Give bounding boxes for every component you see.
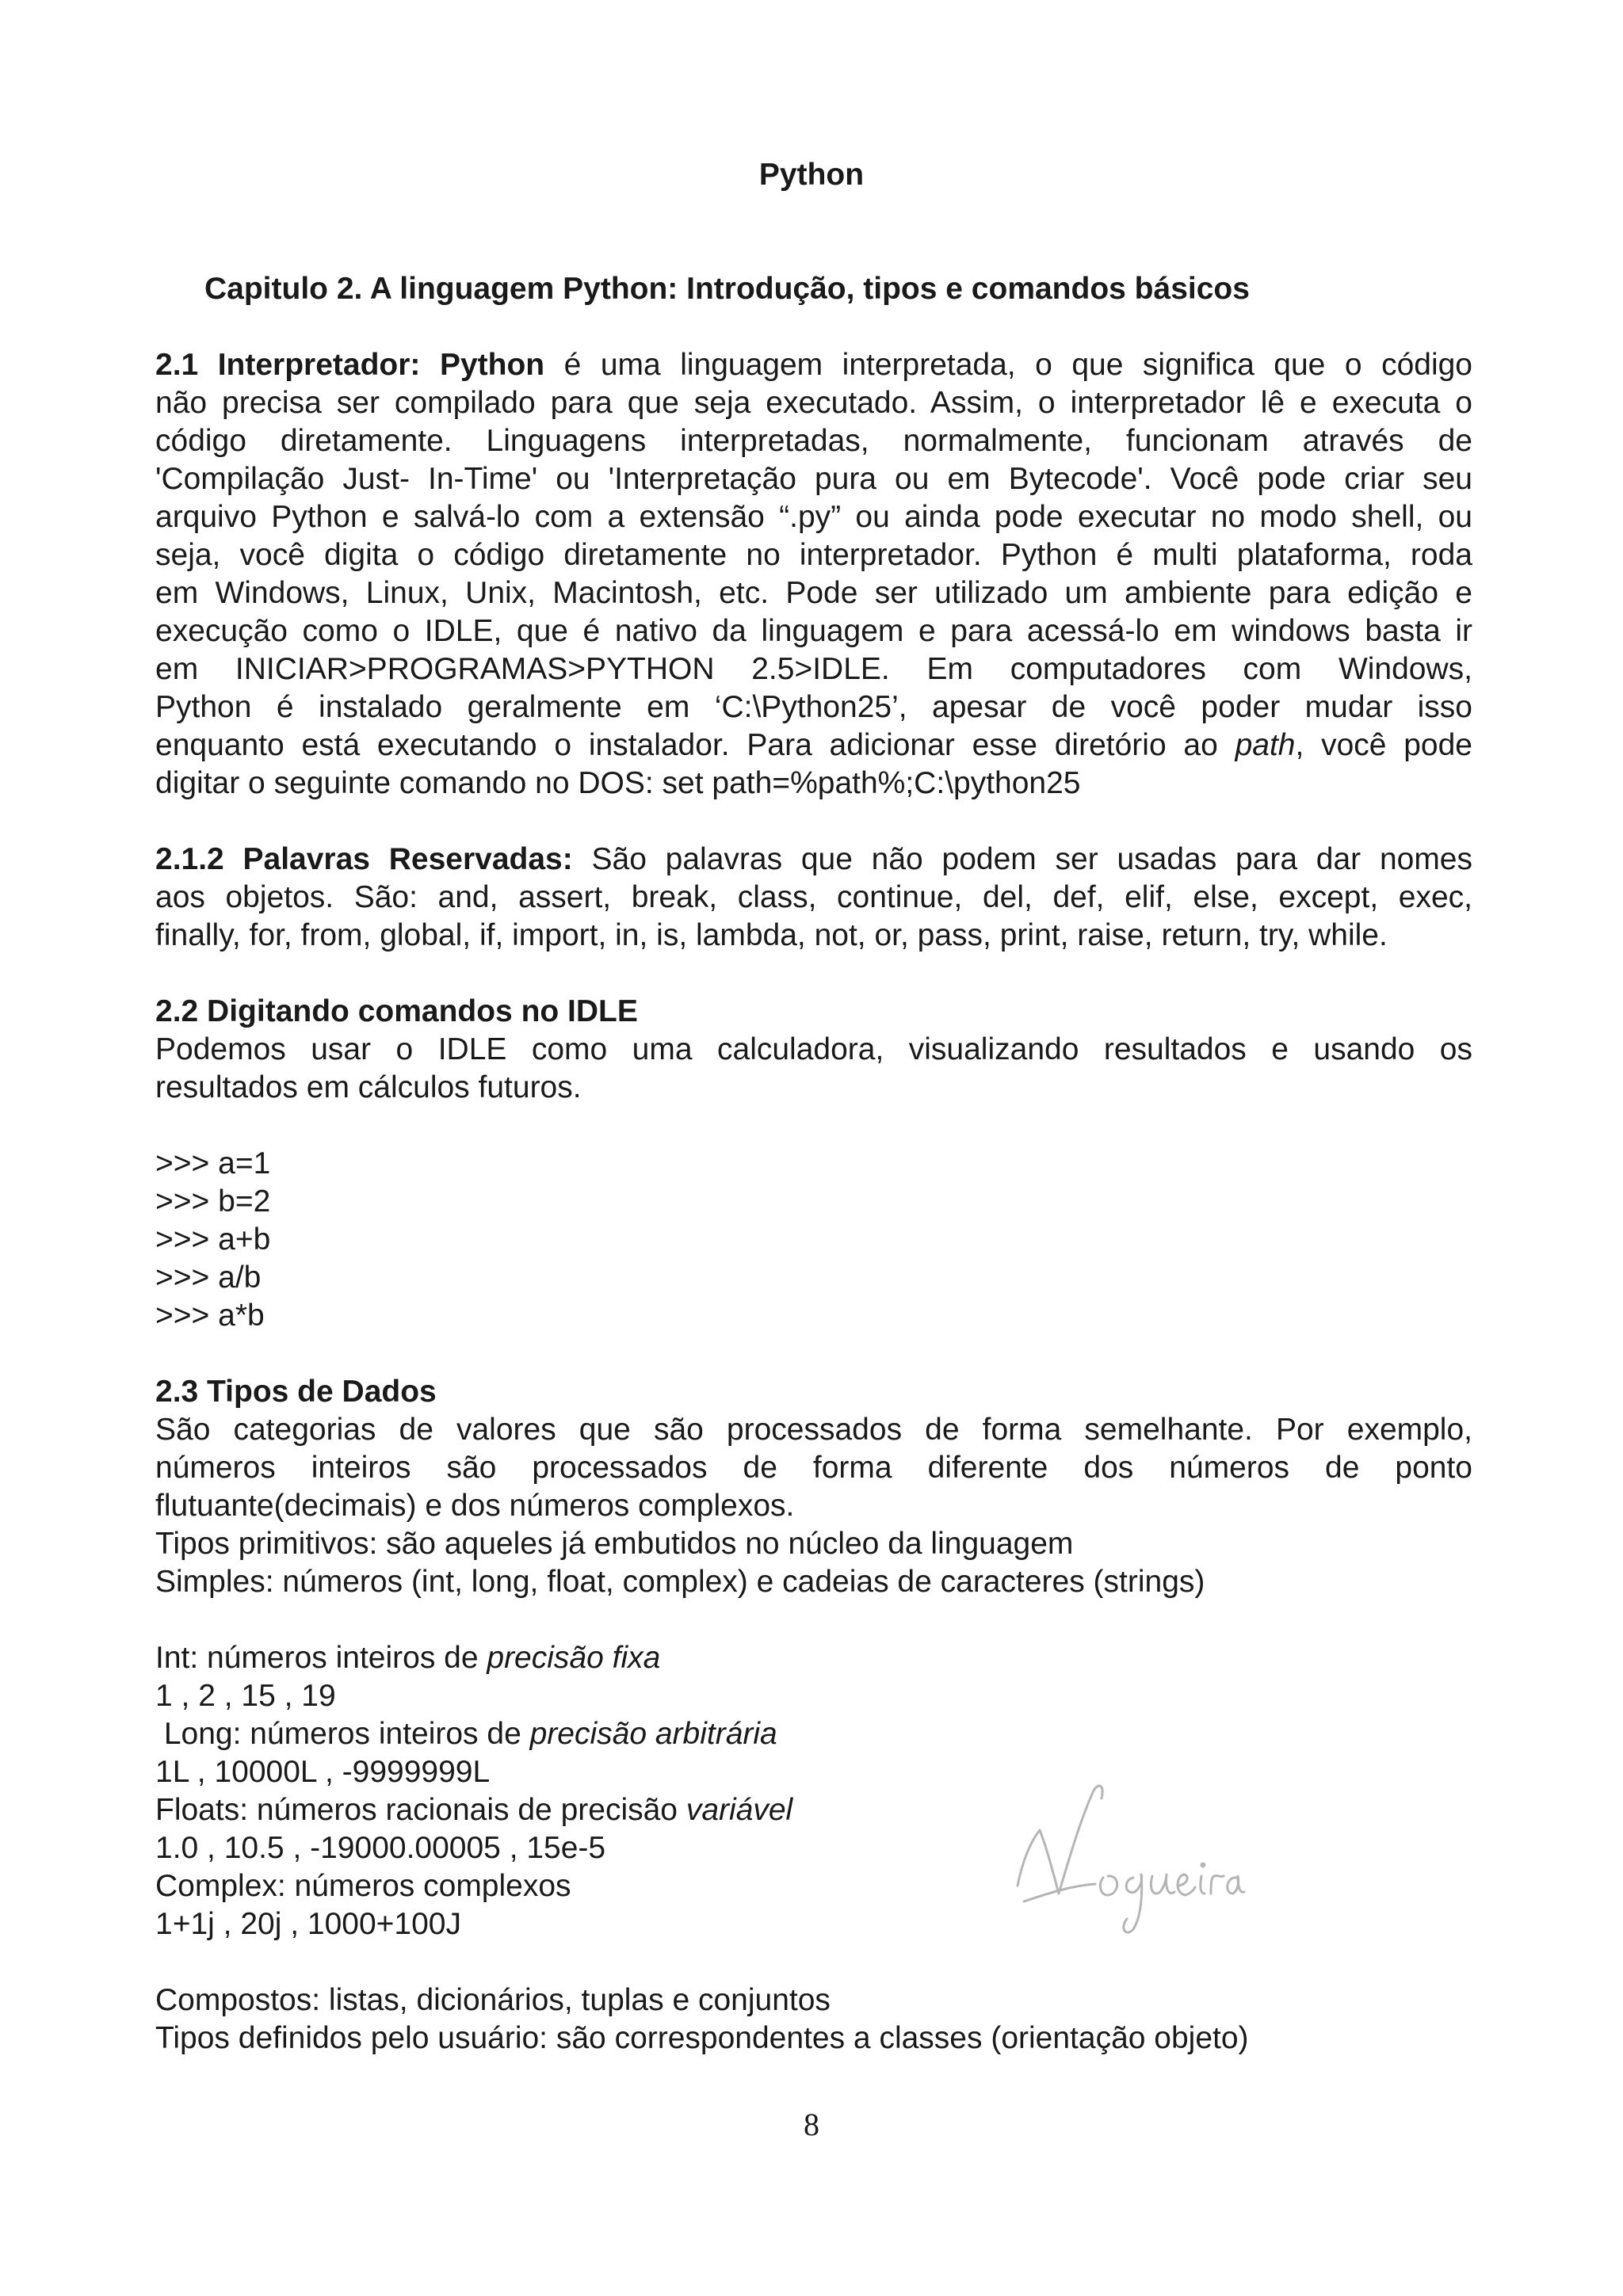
s23-line-4: Tipos primitivos: são aqueles já embutidos no núcleo da linguagem [155,1527,1074,1561]
long-def-text: Long: números inteiros de [155,1717,530,1751]
float-def [155,1791,1472,1829]
s21-line-11 [155,727,1472,765]
s212-line-1-text: São palavras que não podem ser usadas para dar nomes [572,842,1472,876]
s21-line-3: código diretamente. Linguagens interpretadas, normalmente, funcionam através de [155,424,1472,458]
s21-line-4: 'Compilação Just- In-Time' ou 'Interpretação pura ou em Bytecode'. Você pode criar seu [155,462,1472,496]
s21-line-1-text: é uma linguagem interpretada, o que significa que o código [563,348,1472,382]
s21-python-word: Python [439,348,545,382]
int-example: 1 , 2 , 15 , 19 [155,1679,336,1713]
page-title: Python [758,158,865,192]
s23-heading: 2.3 Tipos de Dados [155,1375,437,1409]
s23-line-3: flutuante(decimais) e dos números complexos. [155,1489,795,1523]
s21-line-8: execução como o IDLE, que é nativo da linguagem e para acessá-lo em windows basta ir [155,614,1472,648]
s21-line-11-a: enquanto está executando o instalador. Para adicionar esse diretório ao [155,728,1235,762]
user-types-line: Tipos definidos pelo usuário: são correspondentes a classes (orientação objeto) [155,2021,1249,2055]
s21-line-5: arquivo Python e salvá-lo com a extensão “.py” ou ainda pode executar no modo shell, ou [155,500,1472,534]
chapter-title: Capitulo 2. A linguagem Python: Introdução, tipos e comandos básicos [204,272,1250,306]
long-example: 1L , 10000L , -9999999L [155,1755,491,1789]
float-def-italic: variável [685,1793,793,1827]
s21-line-9: em INICIAR>PROGRAMAS>PYTHON 2.5>IDLE. Em computadores com Windows, [155,652,1472,686]
s23-line-2: números inteiros são processados de forma diferente dos números de ponto [155,1451,1472,1485]
s212-line-1 [155,841,1472,879]
s21-line-11-b: , você pode [1295,728,1472,762]
code-line: >>> a/b [155,1261,262,1295]
s21-line-1 [155,346,1472,384]
s212-heading: 2.1.2 Palavras Reservadas: [155,842,573,876]
s21-line-2: não precisa ser compilado para que seja executado. Assim, o interpretador lê e executa o [155,386,1472,420]
int-def-italic: precisão fixa [487,1641,661,1675]
signature-watermark [1000,1767,1246,1949]
s21-path-word: path [1235,728,1296,762]
s22-heading: 2.2 Digitando comandos no IDLE [155,994,638,1028]
code-line: >>> a*b [155,1299,265,1333]
complex-example: 1+1j , 20j , 1000+100J [155,1907,461,1941]
s21-line-10: Python é instalado geralmente em ‘C:\Python25’, apesar de você poder mudar isso [155,690,1472,724]
float-example: 1.0 , 10.5 , -19000.00005 , 15e-5 [155,1831,606,1865]
code-line: >>> a+b [155,1222,271,1257]
int-def-text: Int: números inteiros de [155,1641,487,1675]
s22-line-2: resultados em cálculos futuros. [155,1070,582,1104]
page-number: 8 [804,2107,819,2142]
s21-line-7: em Windows, Linux, Unix, Macintosh, etc. Pode ser utilizado um ambiente para edição e [155,576,1472,610]
float-def-text: Floats: números racionais de precisão [155,1793,686,1827]
s212-line-2: aos objetos. São: and, assert, break, class, continue, del, def, elif, else, except, exec, [155,880,1472,914]
s23-line-5: Simples: números (int, long, float, complex) e cadeias de caracteres (strings) [155,1565,1205,1599]
long-def-italic: precisão arbitrária [529,1717,777,1751]
s21-line-6: seja, você digita o código diretamente no interpretador. Python é multi plataforma, roda [155,538,1472,572]
complex-def: Complex: números complexos [155,1869,571,1903]
compostos-line: Compostos: listas, dicionários, tuplas e conjuntos [155,1983,831,2017]
s21-heading: 2.1 Interpretador: [155,348,421,382]
long-def [155,1715,1472,1753]
s22-line-1: Podemos usar o IDLE como uma calculadora, visualizando resultados e usando os [155,1032,1472,1066]
code-line: >>> a=1 [155,1146,271,1180]
s23-line-1: São categorias de valores que são processados de forma semelhante. Por exemplo, [155,1413,1472,1447]
s21-line-12: digitar o seguinte comando no DOS: set path=%path%;C:\python25 [155,766,1081,800]
code-line: >>> b=2 [155,1184,271,1219]
int-def [155,1639,1472,1677]
s212-line-3: finally, for, from, global, if, import, in, is, lambda, not, or, pass, print, raise, return, try, while. [155,918,1388,952]
